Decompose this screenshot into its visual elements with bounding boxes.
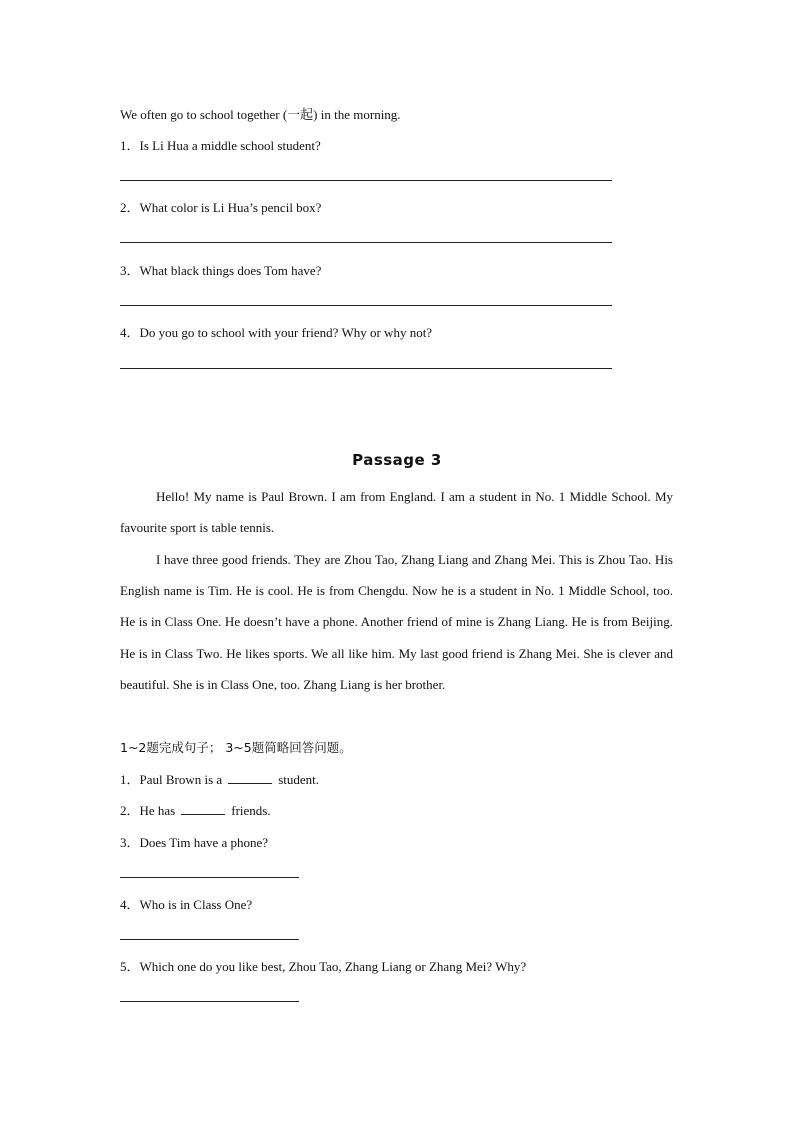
passage-paragraph-1: Hello! My name is Paul Brown. I am from England. I am a student in No. 1 Middle School. My favourite sport is table tennis. — [120, 489, 673, 536]
p3-answer-line-4[interactable] — [120, 939, 299, 940]
passage-title: Passage 3 — [352, 451, 442, 469]
p3-q2-before: 2．He has — [120, 803, 176, 818]
p2-question-4: 4．Do you go to school with your friend? Why or why not? — [120, 325, 433, 340]
fill-blank-1[interactable] — [228, 771, 272, 784]
fill-blank-2[interactable] — [181, 802, 225, 815]
p3-q1-after: student. — [278, 772, 320, 787]
p3-answer-line-5[interactable] — [120, 1001, 299, 1002]
p3-question-1 — [120, 769, 319, 788]
passage-paragraph-2: I have three good friends. They are Zhou Tao, Zhang Liang and Zhang Mei. This is Zhou Tao. His English name is Tim. He is cool. He is from Chengdu. Now he is a student in No. 1 Middle School, too. He is in Class One. He doesn’t have a phone. Another friend of mine is Zhang Liang. He is from Beijing. He is in Class Two. He likes sports. We all like him. My last good friend is Zhang Mei. She is clever and beautiful. She is in Class One, too. Zhang Liang is her brother. — [120, 552, 673, 692]
p2-answer-line-1[interactable] — [120, 180, 612, 181]
p2-question-2: 2．What color is Li Hua’s pencil box? — [120, 200, 322, 215]
p3-question-3: 3．Does Tim have a phone? — [120, 835, 269, 850]
p2-question-3: 3．What black things does Tom have? — [120, 263, 322, 278]
p2-question-1: 1．Is Li Hua a middle school student? — [120, 138, 321, 153]
p2-answer-line-4[interactable] — [120, 368, 612, 369]
p2-answer-line-3[interactable] — [120, 305, 612, 306]
p3-question-5: 5．Which one do you like best, Zhou Tao, Zhang Liang or Zhang Mei? Why? — [120, 959, 527, 974]
p3-q1-before: 1．Paul Brown is a — [120, 772, 223, 787]
instructions: 1~2题完成句子； 3~5题简略回答问题。 — [120, 740, 352, 755]
p3-answer-line-3[interactable] — [120, 877, 299, 878]
p2-answer-line-2[interactable] — [120, 242, 612, 243]
intro-sentence: We often go to school together (一起) in the morning. — [120, 107, 401, 122]
p3-question-4: 4．Who is in Class One? — [120, 897, 253, 912]
p3-q2-after: friends. — [231, 803, 271, 818]
p3-question-2 — [120, 800, 271, 819]
